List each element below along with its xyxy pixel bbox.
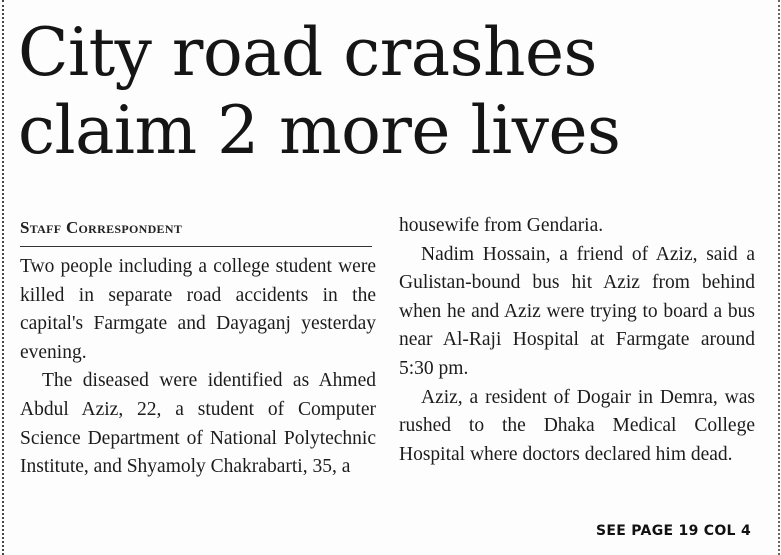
column-separator-dotted [2, 0, 4, 555]
headline-line-2: claim 2 more lives [18, 92, 621, 169]
article-column-left [20, 216, 376, 482]
paragraph-1: Two people including a college student were killed in separate road accidents in the capital's Farmgate and Dayaganj yesterday evening. [20, 256, 376, 363]
paragraph-3: Nadim Hossain, a friend of Aziz, said a Gulistan-bound bus hit Aziz from behind when he and Aziz were trying to board a bus near Al-Raji Hospital at Farmgate around 5:30 pm. [399, 243, 755, 379]
jump-line: SEE PAGE 19 COL 4 [596, 523, 751, 539]
byline-rule [20, 246, 372, 247]
byline: Staff Correspondent [20, 218, 183, 237]
headline-line-1: City road crashes [18, 14, 597, 91]
paragraph-4: Aziz, a resident of Dogair in Demra, was rushed to the Dhaka Medical College Hospital where doctors declared him dead. [399, 386, 755, 465]
paragraph-2: The diseased were identified as Ahmed Abdul Aziz, 22, a student of Computer Science Department of National Polytechnic Institute, and Shyamoly Chakrabarti, 35, a [20, 370, 376, 478]
right-edge-dotted [778, 0, 780, 555]
paragraph-continued: housewife from Gendaria. [399, 215, 604, 236]
article-column-right [399, 212, 755, 469]
headline [18, 14, 778, 170]
